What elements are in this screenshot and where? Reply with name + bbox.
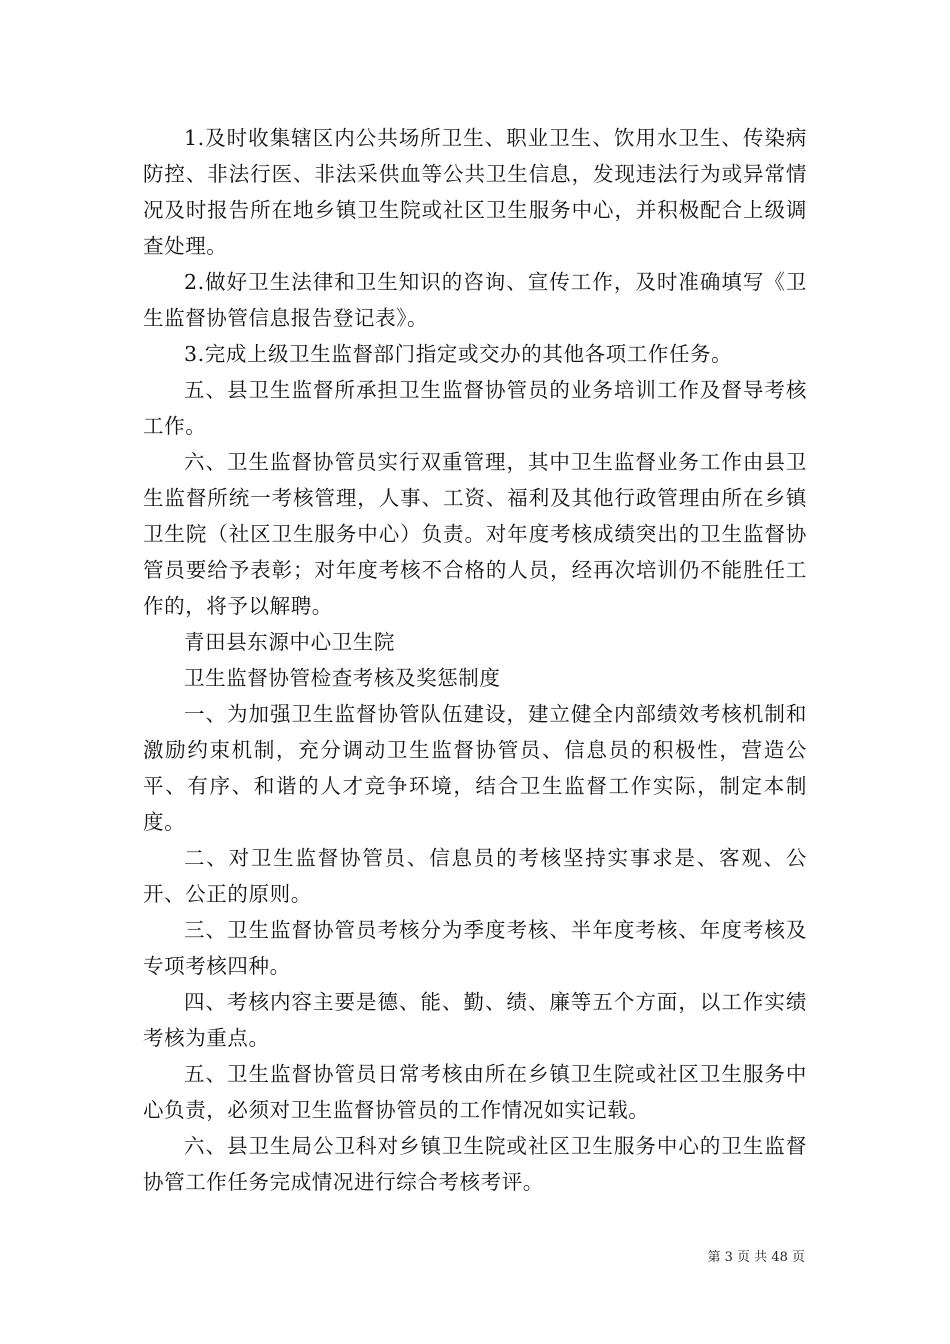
regulation-title: 卫生监督协管检查考核及奖惩制度 xyxy=(184,666,501,690)
paragraph-section-5: 五、县卫生监督所承担卫生监督协管员的业务培训工作及督导考核工作。 xyxy=(143,378,807,438)
rule-5: 五、卫生监督协管员日常考核由所在乡镇卫生院或社区卫生服务中心负责，必须对卫生监督协管员的工作情况如实记载。 xyxy=(143,1062,807,1122)
organization-name: 青田县东源中心卫生院 xyxy=(184,630,395,654)
document-body xyxy=(143,120,807,1200)
paragraph-item-3: 3.完成上级卫生监督部门指定或交办的其他各项工作任务。 xyxy=(184,342,733,366)
paragraph-item-2: 2.做好卫生法律和卫生知识的咨询、宣传工作，及时准确填写《卫生监督协管信息报告登记表》。 xyxy=(143,270,807,330)
page-number: 第 3 页 共 48 页 xyxy=(707,1250,805,1265)
rule-3: 三、卫生监督协管员考核分为季度考核、半年度考核、年度考核及专项考核四种。 xyxy=(143,918,807,978)
rule-6: 六、县卫生局公卫科对乡镇卫生院或社区卫生服务中心的卫生监督协管工作任务完成情况进行综合考核考评。 xyxy=(143,1134,807,1194)
rule-1: 一、为加强卫生监督协管队伍建设，建立健全内部绩效考核机制和激励约束机制，充分调动卫生监督协管员、信息员的积极性，营造公平、有序、和谐的人才竞争环境，结合卫生监督工作实际，制定本制度。 xyxy=(143,702,807,834)
paragraph-item-1: 1.及时收集辖区内公共场所卫生、职业卫生、饮用水卫生、传染病防控、非法行医、非法采供血等公共卫生信息，发现违法行为或异常情况及时报告所在地乡镇卫生院或社区卫生服务中心，并积极配合上级调查处理。 xyxy=(143,126,807,258)
paragraph-section-6: 六、卫生监督协管员实行双重管理，其中卫生监督业务工作由县卫生监督所统一考核管理，人事、工资、福利及其他行政管理由所在乡镇卫生院（社区卫生服务中心）负责。对年度考核成绩突出的卫生监督协管员要给予表彰；对年度考核不合格的人员，经再次培训仍不能胜任工作的，将予以解聘。 xyxy=(143,450,807,618)
rule-2: 二、对卫生监督协管员、信息员的考核坚持实事求是、客观、公开、公正的原则。 xyxy=(143,846,807,906)
rule-4: 四、考核内容主要是德、能、勤、绩、廉等五个方面，以工作实绩考核为重点。 xyxy=(143,990,807,1050)
